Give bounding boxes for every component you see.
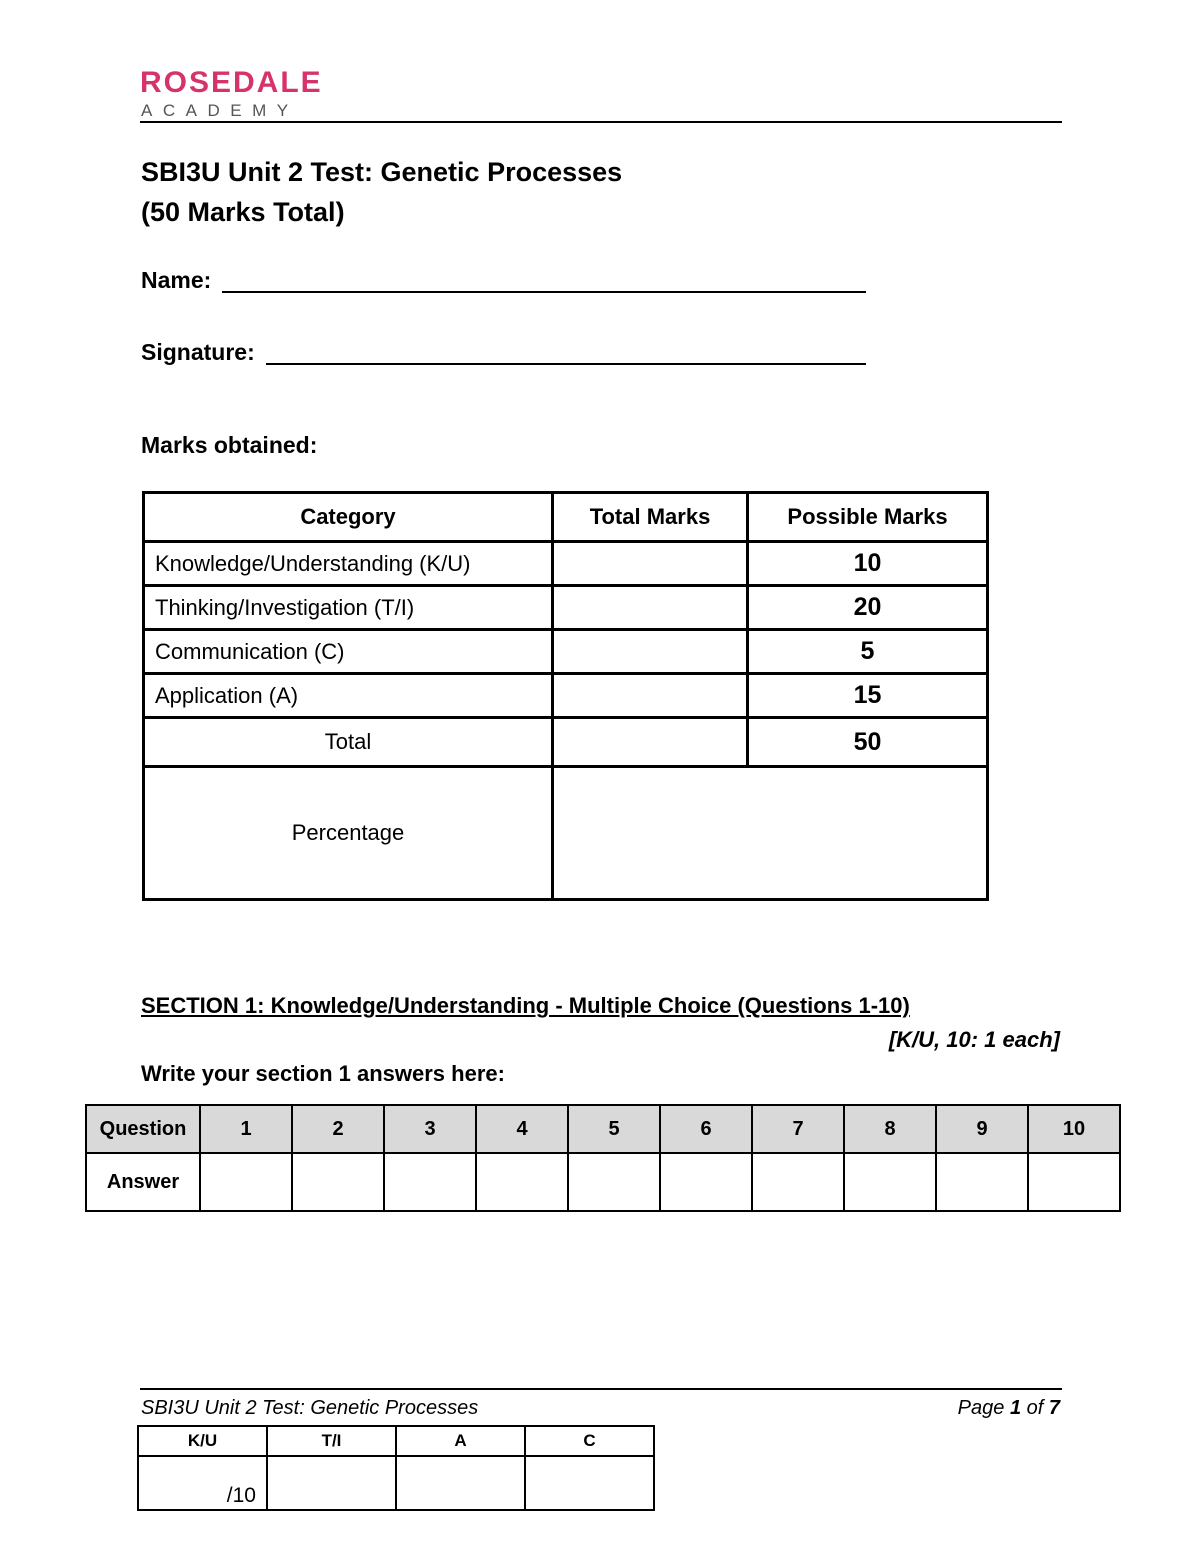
grand-total-cell[interactable]: [553, 718, 748, 767]
page-of: of: [1026, 1397, 1044, 1419]
header-rule: [140, 121, 1062, 123]
answer-header: Answer: [86, 1153, 200, 1211]
marks-obtained-label: Marks obtained:: [141, 432, 318, 458]
question-number: 2: [292, 1105, 384, 1153]
footer-score-table: [137, 1425, 655, 1511]
score-header-ku: K/U: [138, 1426, 267, 1456]
logo-subtitle: ACADEMY: [141, 101, 299, 120]
answer-cell-3[interactable]: [384, 1153, 476, 1211]
marks-table: [142, 491, 989, 901]
possible-cell: 10: [748, 542, 988, 586]
footer-doc-title: SBI3U Unit 2 Test: Genetic Processes: [141, 1397, 479, 1419]
name-field[interactable]: [222, 269, 866, 293]
score-cell-c[interactable]: [525, 1456, 654, 1510]
answer-cell-6[interactable]: [660, 1153, 752, 1211]
score-header-ti: T/I: [267, 1426, 396, 1456]
percentage-value-cell[interactable]: [553, 767, 988, 900]
total-cell[interactable]: [553, 630, 748, 674]
header-total-marks: Total Marks: [553, 493, 748, 542]
answer-cell-9[interactable]: [936, 1153, 1028, 1211]
question-number: 10: [1028, 1105, 1120, 1153]
section-1-title: SECTION 1: Knowledge/Understanding - Multiple Choice (Questions 1-10): [141, 993, 910, 1018]
name-label: Name:: [141, 267, 212, 293]
score-header-a: A: [396, 1426, 525, 1456]
answer-grid: [85, 1104, 1121, 1212]
question-number: 9: [936, 1105, 1028, 1153]
possible-cell: 20: [748, 586, 988, 630]
category-cell: Thinking/Investigation (T/I): [144, 586, 553, 630]
header-category: Category: [144, 493, 553, 542]
score-cell-ku[interactable]: /10: [138, 1456, 267, 1510]
score-cell-a[interactable]: [396, 1456, 525, 1510]
answers-label: Write your section 1 answers here:: [141, 1061, 505, 1086]
footer-rule: [140, 1388, 1062, 1390]
category-cell: Knowledge/Understanding (K/U): [144, 542, 553, 586]
answer-cell-1[interactable]: [200, 1153, 292, 1211]
question-number: 3: [384, 1105, 476, 1153]
question-number: 6: [660, 1105, 752, 1153]
answer-cell-8[interactable]: [844, 1153, 936, 1211]
logo-wordmark: ROSEDALE: [140, 66, 323, 99]
answer-cell-10[interactable]: [1028, 1153, 1120, 1211]
possible-cell: 5: [748, 630, 988, 674]
page-prefix: Page: [957, 1397, 1005, 1419]
category-cell: Communication (C): [144, 630, 553, 674]
total-cell[interactable]: [553, 542, 748, 586]
page-current: 1: [1009, 1397, 1022, 1419]
header-possible-marks: Possible Marks: [748, 493, 988, 542]
question-number: 5: [568, 1105, 660, 1153]
score-cell-ti[interactable]: [267, 1456, 396, 1510]
question-number: 1: [200, 1105, 292, 1153]
signature-label: Signature:: [141, 339, 255, 365]
answer-cell-5[interactable]: [568, 1153, 660, 1211]
score-header-c: C: [525, 1426, 654, 1456]
possible-cell: 15: [748, 674, 988, 718]
question-number: 8: [844, 1105, 936, 1153]
question-number: 4: [476, 1105, 568, 1153]
answer-cell-7[interactable]: [752, 1153, 844, 1211]
percentage-label-cell: Percentage: [144, 767, 553, 900]
category-cell: Application (A): [144, 674, 553, 718]
question-header: Question: [86, 1105, 200, 1153]
signature-field[interactable]: [266, 341, 866, 365]
question-number: 7: [752, 1105, 844, 1153]
total-cell[interactable]: [553, 674, 748, 718]
page-title: SBI3U Unit 2 Test: Genetic Processes: [141, 157, 623, 187]
answer-cell-4[interactable]: [476, 1153, 568, 1211]
total-label-cell: Total: [144, 718, 553, 767]
page-indicator: [958, 1396, 1060, 1420]
page-total: 7: [1048, 1397, 1060, 1419]
section-1-marks-note: [K/U, 10: 1 each]: [888, 1027, 1060, 1052]
grand-possible-cell: 50: [748, 718, 988, 767]
page-subtitle: (50 Marks Total): [141, 197, 345, 227]
answer-cell-2[interactable]: [292, 1153, 384, 1211]
total-cell[interactable]: [553, 586, 748, 630]
